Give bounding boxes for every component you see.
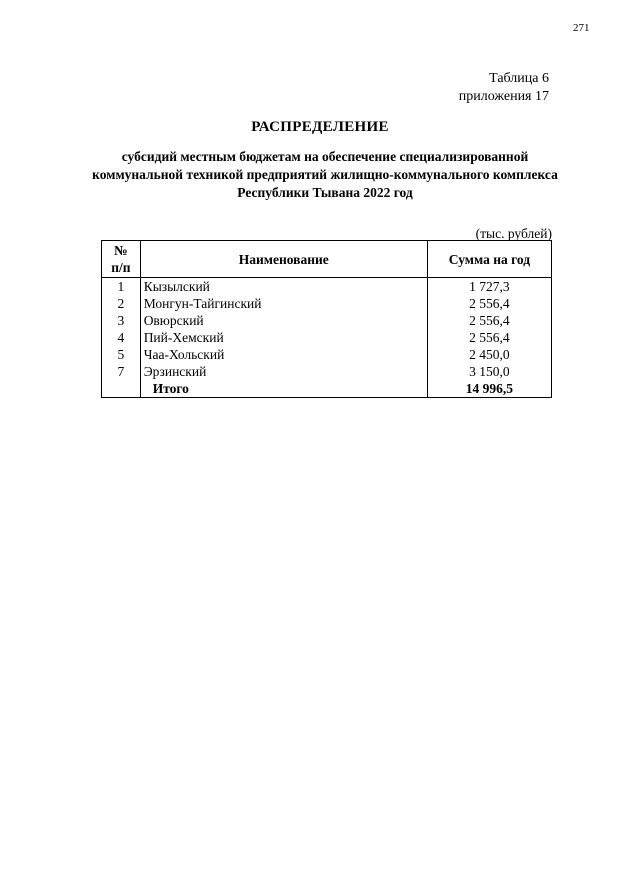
total-row — [102, 380, 552, 398]
total-number — [102, 380, 141, 398]
table-row — [102, 346, 552, 363]
row-number: 5 — [102, 346, 141, 363]
table-row — [102, 312, 552, 329]
total-label: Итого — [140, 380, 427, 398]
table-reference — [459, 70, 549, 106]
row-name: Овюрский — [140, 312, 427, 329]
document-title: РАСПРЕДЕЛЕНИЕ — [251, 119, 389, 135]
table-row — [102, 329, 552, 346]
header-sum: Сумма на год — [427, 241, 551, 278]
row-sum: 3 150,0 — [427, 363, 551, 380]
row-sum: 2 556,4 — [427, 329, 551, 346]
header-number-line2: п/п — [111, 260, 131, 275]
row-name: Кызылский — [140, 278, 427, 296]
document-subtitle: субсидий местным бюджетам на обеспечение специализированной коммунальной техникой предприятий жилищно-коммунального комплекса Республики Тывана 2022 год — [92, 149, 558, 200]
row-name: Эрзинский — [140, 363, 427, 380]
total-sum: 14 996,5 — [427, 380, 551, 398]
header-number — [102, 241, 141, 278]
row-number: 7 — [102, 363, 141, 380]
row-name: Монгун-Тайгинский — [140, 295, 427, 312]
header-name: Наименование — [140, 241, 427, 278]
table-row — [102, 278, 552, 296]
row-number: 3 — [102, 312, 141, 329]
row-name: Чаа-Хольский — [140, 346, 427, 363]
table-row — [102, 295, 552, 312]
row-sum: 2 556,4 — [427, 295, 551, 312]
table-header-row — [102, 241, 552, 278]
table-reference-line2: приложения 17 — [458, 89, 549, 104]
row-sum: 1 727,3 — [427, 278, 551, 296]
row-name: Пий-Хемский — [140, 329, 427, 346]
table-row — [102, 363, 552, 380]
table-reference-line1: Таблица 6 — [489, 71, 549, 86]
row-number: 2 — [102, 295, 141, 312]
row-sum: 2 450,0 — [427, 346, 551, 363]
units-label: (тыс. рублей) — [475, 226, 552, 241]
header-number-line1: № — [114, 243, 128, 258]
row-number: 4 — [102, 329, 141, 346]
row-sum: 2 556,4 — [427, 312, 551, 329]
distribution-table — [101, 240, 552, 398]
row-number: 1 — [102, 278, 141, 296]
page-number: 271 — [573, 22, 590, 34]
